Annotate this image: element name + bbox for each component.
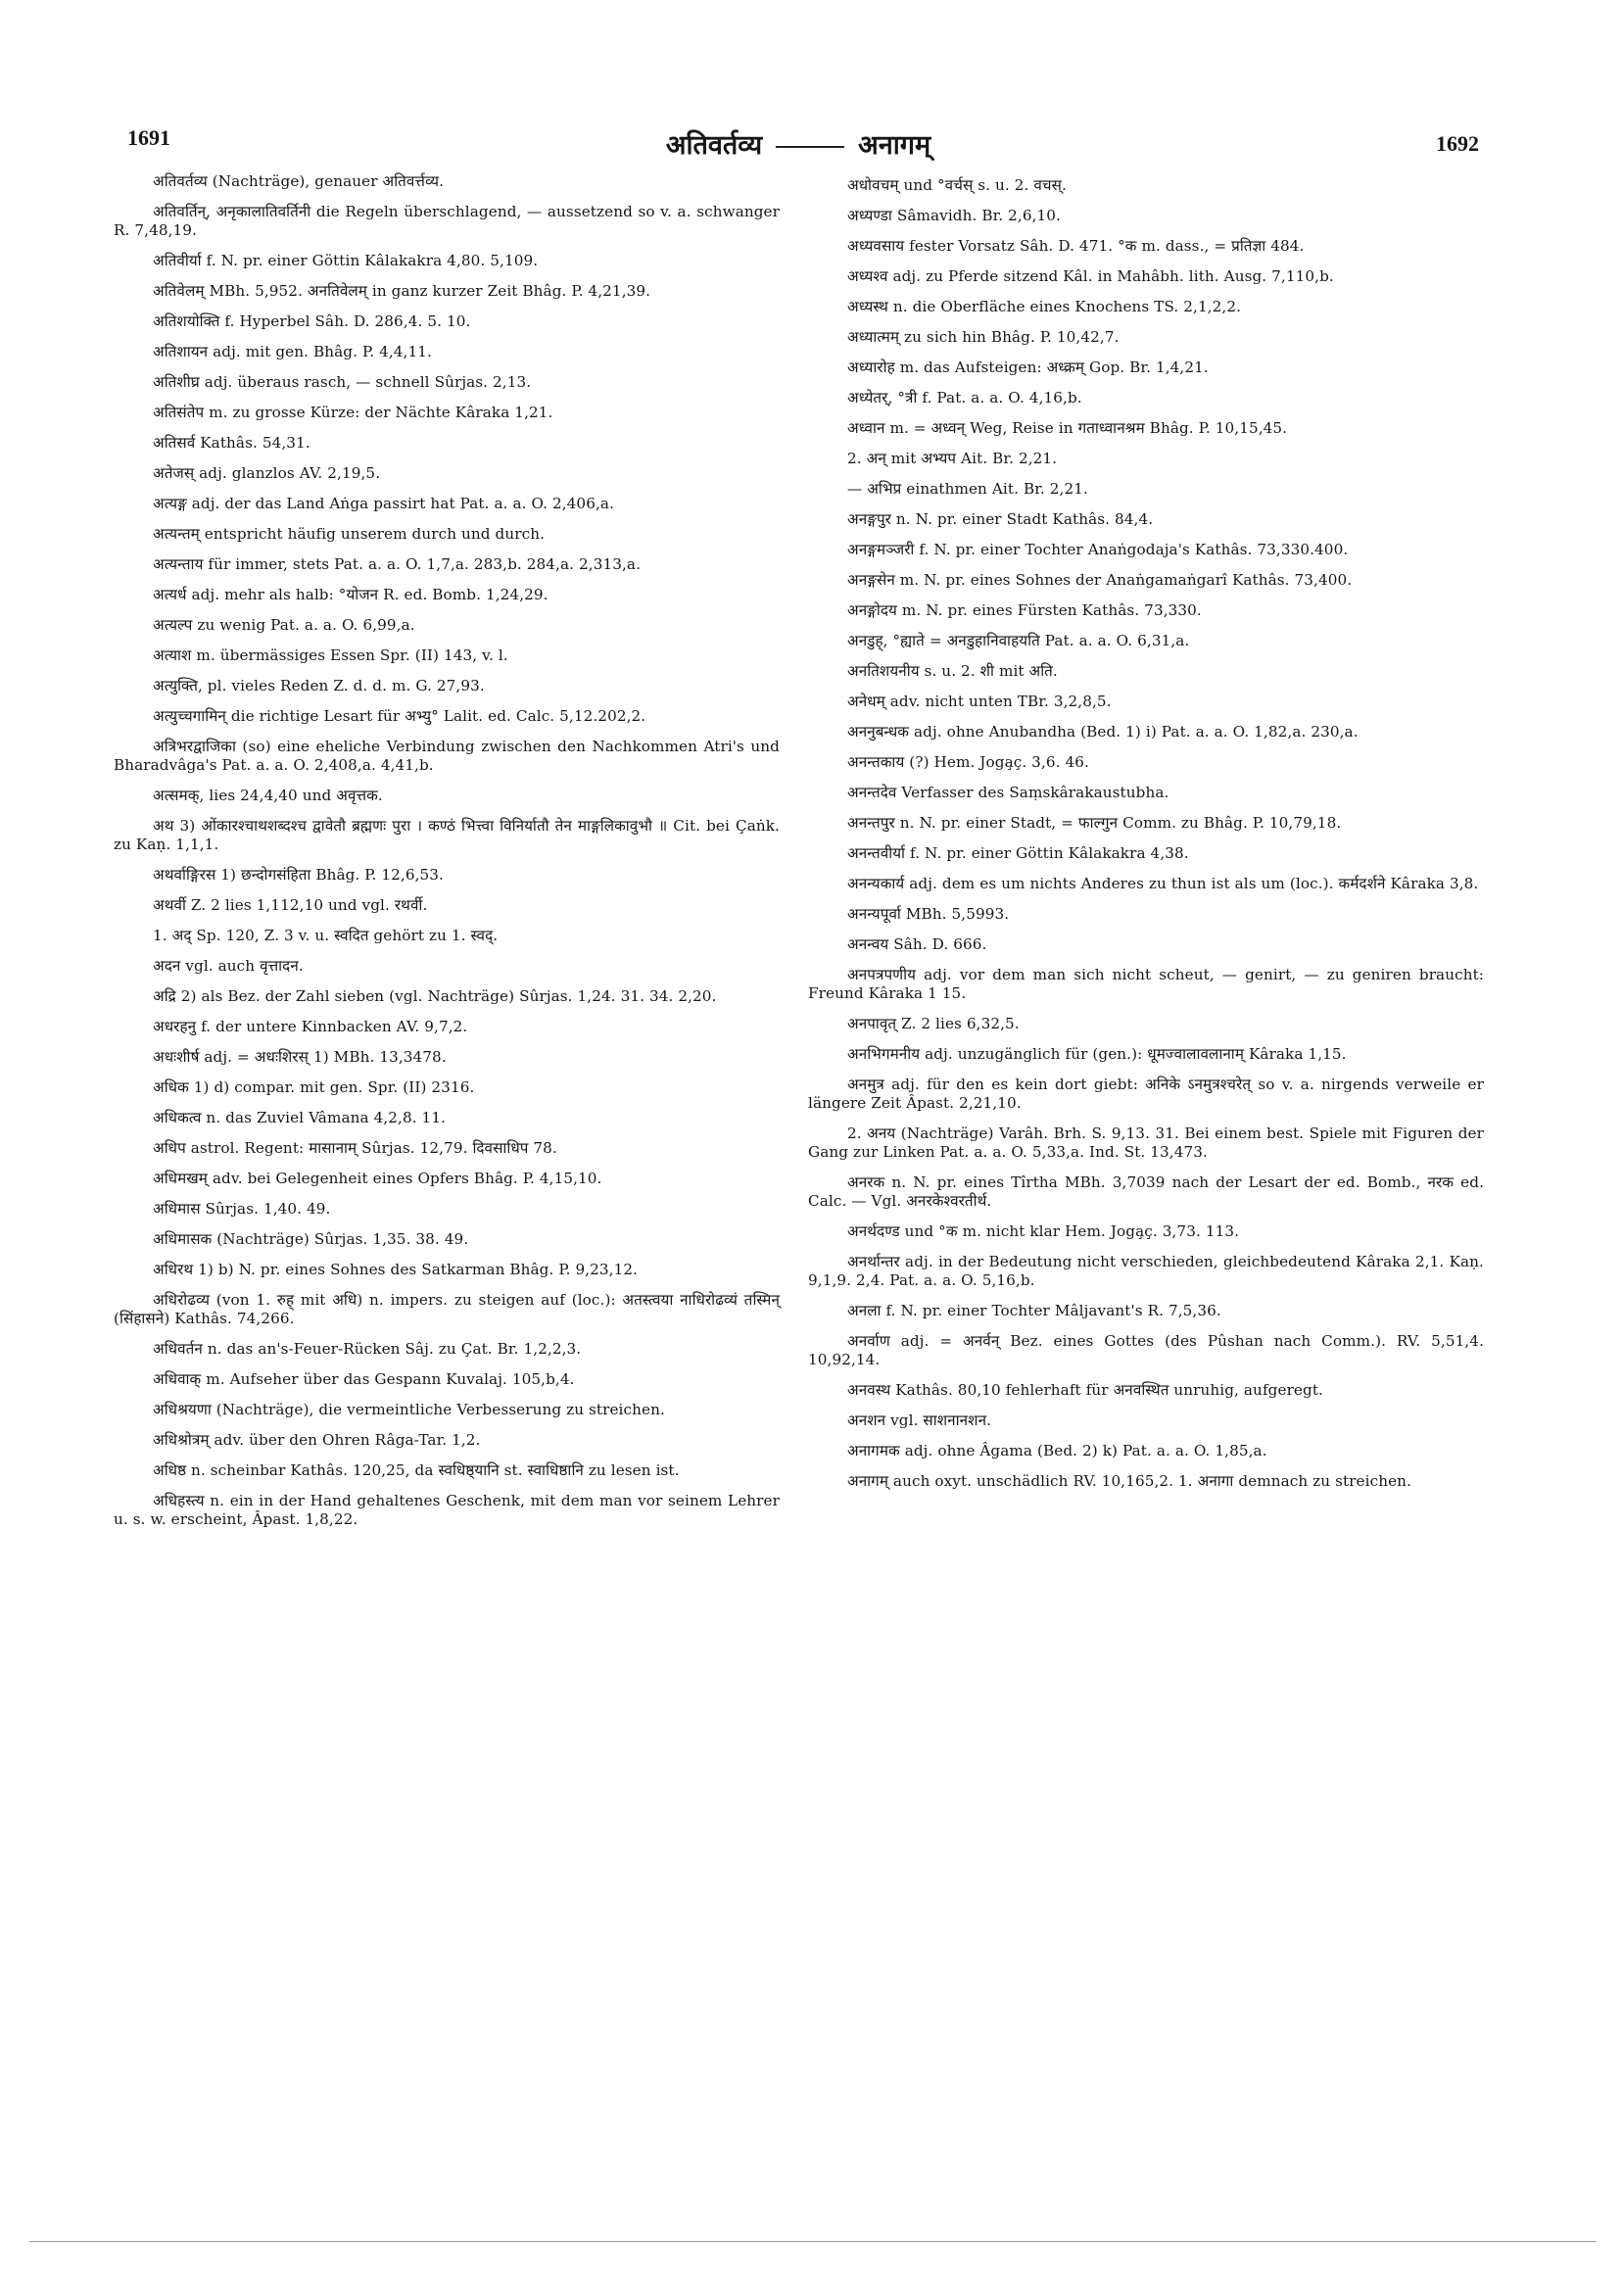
dictionary-entry: अद्रि 2) als Bez. der Zahl sieben (vgl. Nachträge) Sûrjas. 1,24. 31. 34. 2,20.: [153, 987, 717, 1005]
dictionary-entry: अधिमास Sûrjas. 1,40. 49.: [153, 1200, 331, 1218]
running-head-right: अनागम्: [858, 130, 931, 161]
dictionary-entry: अनपावृत् Z. 2 lies 6,32,5.: [847, 1015, 1020, 1032]
dictionary-entry: — अभिप्र einathmen Ait. Br. 2,21.: [847, 480, 1088, 498]
running-head-dash: [776, 146, 844, 148]
dictionary-entry: अननुबन्धक adj. ohne Anubandha (Bed. 1) i) Pat. a. a. O. 1,82,a. 230,a.: [847, 723, 1359, 741]
dictionary-entry: अध्यारोह m. das Aufsteigen: अध्क्रम् Gop. Br. 1,4,21.: [847, 359, 1209, 376]
dictionary-entry: अनर्थान्तर adj. in der Bedeutung nicht verschieden, gleichbedeutend Kâraka 2,1. Kaṇ. 9,1,9. 2,4. Pat. a. a. O. 5,16,b.: [808, 1253, 1484, 1289]
dictionary-entry: अनला f. N. pr. einer Tochter Mâljavant's R. 7,5,36.: [847, 1302, 1221, 1319]
dictionary-entry: अनन्तदेव Verfasser des Saṃskârakaustubha.: [847, 784, 1169, 801]
dictionary-entry: अधिवाक् m. Aufseher über das Gespann Kuvalaj. 105,b,4.: [153, 1370, 575, 1388]
dictionary-entry: अनडुह्, °ह्याते = अनडुहानिवाहयति Pat. a. a. O. 6,31,a.: [847, 632, 1190, 649]
dictionary-entry: 2. अन् mit अभ्यप Ait. Br. 2,21.: [847, 450, 1058, 467]
dictionary-entry: अधोवचम् und °वर्चस् s. u. 2. वचस्.: [847, 176, 1067, 194]
dictionary-entry: अधिहस्त्य n. ein in der Hand gehaltenes Geschenk, mit dem man vor seinem Lehrer u. s. w. erscheint, Âpast. 1,8,22.: [114, 1492, 780, 1528]
dictionary-entry: अनागमक adj. ohne Âgama (Bed. 2) k) Pat. a. a. O. 1,85,a.: [847, 1442, 1267, 1459]
dictionary-entry: अनङ्गोदय m. N. pr. eines Fürsten Kathâs. 73,330.: [847, 601, 1202, 619]
dictionary-entry: अनशन vgl. साशनानशन.: [847, 1411, 992, 1429]
dictionary-entry: अनेधम् adv. nicht unten TBr. 3,2,8,5.: [847, 693, 1112, 710]
page-number-left: 1691: [127, 125, 170, 150]
dictionary-entry: अधिमखम् adv. bei Gelegenheit eines Opfers Bhâg. P. 4,15,10.: [153, 1170, 602, 1187]
dictionary-entry: अधिश्रोत्रम् adv. über den Ohren Râga-Tar. 1,2.: [153, 1431, 481, 1449]
page-number-right: 1692: [1436, 131, 1479, 156]
dictionary-entry: अनमुत्र adj. für den es kein dort giebt: अनिके ऽनमुत्रश्चरेत् so v. a. nirgends verweile er längere Zeit Âpast. 2,21,10.: [808, 1076, 1484, 1112]
dictionary-entry: अध्यण्डा Sâmavidh. Br. 2,6,10.: [847, 207, 1061, 224]
dictionary-entry: अनन्तकाय (?) Hem. Joga̧ç. 3,6. 46.: [847, 753, 1089, 771]
dictionary-entry: अतिवर्तव्य (Nachträge), genauer अतिवर्त्तव्य.: [153, 172, 445, 190]
footer-rule: [29, 2241, 1597, 2242]
dictionary-entry: अध्येतर्, °त्री f. Pat. a. a. O. 4,16,b.: [847, 389, 1082, 407]
dictionary-entry: अनरक n. N. pr. eines Tîrtha MBh. 3,7039 nach der Lesart der ed. Bomb., नरक ed. Calc. — Vgl. अनरकेश्वरतीर्थ.: [808, 1173, 1484, 1210]
dictionary-entry: अधिष्ठ n. scheinbar Kathâs. 120,25, da स्वधिष्ठ्यानि st. स्वाधिष्ठानि zu lesen ist.: [153, 1461, 680, 1479]
dictionary-entry: अतिशायन adj. mit gen. Bhâg. P. 4,4,11.: [153, 343, 432, 360]
running-head-left: अतिवर्तव्य: [665, 130, 763, 161]
dictionary-entry: अनन्यकार्य adj. dem es um nichts Anderes zu thun ist als um (loc.). कर्मदर्शने Kâraka 3,8.: [847, 875, 1479, 892]
left-column: [114, 172, 780, 1541]
dictionary-entry: अनङ्गपुर n. N. pr. einer Stadt Kathâs. 84,4.: [847, 510, 1154, 528]
dictionary-entry: अनागम् auch oxyt. unschädlich RV. 10,165,2. 1. अनागा demnach zu streichen.: [847, 1472, 1411, 1490]
dictionary-entry: अत्यन्तम् entspricht häufig unserem durch und durch.: [153, 525, 546, 543]
dictionary-entry: अधिवर्तन n. das an's-Feuer-Rücken Sâj. zu Çat. Br. 1,2,2,3.: [153, 1340, 582, 1358]
page-header: [118, 125, 1479, 165]
dictionary-entry: अत्समक्, lies 24,4,40 und अवृत्तक.: [153, 787, 383, 804]
right-column: [808, 176, 1484, 1503]
dictionary-entry: अथ 3) ओंकारश्चाथशब्दश्च द्वावेतौ ब्रह्मणः पुरा । कण्ठं भित्त्वा विनिर्यातौ तेन माङ्गलिकावुभौ ॥ Cit. bei Çaṅk. zu Kaṇ. 1,1,1.: [114, 817, 780, 853]
running-head: [118, 125, 1479, 162]
dictionary-entry: अतिशीघ्र adj. überaus rasch, — schnell Sûrjas. 2,13.: [153, 373, 532, 391]
dictionary-entry: अधिमासक (Nachträge) Sûrjas. 1,35. 38. 49.: [153, 1230, 469, 1248]
dictionary-entry: अनन्यपूर्वा MBh. 5,5993.: [847, 905, 1010, 923]
dictionary-entry: अधिक 1) d) compar. mit gen. Spr. (II) 2316.: [153, 1078, 475, 1096]
dictionary-entry: अत्युक्ति, pl. vieles Reden Z. d. d. m. G. 27,93.: [153, 677, 485, 694]
dictionary-entry: अतिवीर्या f. N. pr. einer Göttin Kâlakakra 4,80. 5,109.: [153, 252, 539, 269]
dictionary-entry: अधिरथ 1) b) N. pr. eines Sohnes des Satkarman Bhâg. P. 9,23,12.: [153, 1261, 639, 1278]
dictionary-entry: अनपत्रपणीय adj. vor dem man sich nicht scheut, — genirt, — zu geniren braucht: Freund Kâraka 1 15.: [808, 966, 1484, 1002]
dictionary-entry: अधिरोढव्य (von 1. रुह् mit अधि) n. impers. zu steigen auf (loc.): अतस्त्वया नाधिरोढव्यं तस्मिन् (सिंहासने) Kathâs. 74,266.: [114, 1291, 780, 1327]
dictionary-entry: अत्यल्प zu wenig Pat. a. a. O. 6,99,a.: [153, 616, 415, 634]
dictionary-entry: अत्युच्चगामिन् die richtige Lesart für अभ्यु° Lalit. ed. Calc. 5,12.202,2.: [153, 707, 646, 725]
dictionary-entry: अध्यवसाय fester Vorsatz Sâh. D. 471. °क m. dass., = प्रतिज्ञा 484.: [847, 237, 1305, 255]
dictionary-entry: अनवस्थ Kathâs. 80,10 fehlerhaft für अनवस्थित unruhig, aufgeregt.: [847, 1381, 1323, 1399]
dictionary-entry: अध्वान m. = अध्वन् Weg, Reise in गताध्वानश्रम Bhâg. P. 10,15,45.: [847, 419, 1288, 437]
dictionary-entry: अनन्वय Sâh. D. 666.: [847, 935, 987, 953]
dictionary-entry: 2. अनय (Nachträge) Varâh. Brh. S. 9,13. 31. Bei einem best. Spiele mit Figuren der Gang zur Linken Pat. a. a. O. 5,33,a. Ind. St. 13,473.: [808, 1124, 1484, 1161]
dictionary-entry: 1. अद् Sp. 120, Z. 3 v. u. स्वदित gehört zu 1. स्वद्.: [153, 927, 499, 944]
dictionary-entry: अध्यश्व adj. zu Pferde sitzend Kâl. in Mahâbh. lith. Ausg. 7,110,b.: [847, 267, 1334, 285]
dictionary-entry: अतिसंतेप m. zu grosse Kürze: der Nächte Kâraka 1,21.: [153, 404, 553, 421]
dictionary-entry: अत्यङ्ग adj. der das Land Aṅga passirt hat Pat. a. a. O. 2,406,a.: [153, 495, 614, 512]
dictionary-entry: अध्यात्मम् zu sich hin Bhâg. P. 10,42,7.: [847, 328, 1120, 346]
dictionary-entry: अत्यर्ध adj. mehr als halb: °योजन R. ed. Bomb. 1,24,29.: [153, 586, 549, 603]
dictionary-entry: अधिकत्व n. das Zuviel Vâmana 4,2,8. 11.: [153, 1109, 447, 1126]
dictionary-entry: अतेजस् adj. glanzlos AV. 2,19,5.: [153, 464, 381, 482]
dictionary-entry: अधःशीर्ष adj. = अधःशिरस् 1) MBh. 13,3478.: [153, 1048, 447, 1066]
dictionary-entry: अदन vgl. auch वृत्तादन.: [153, 957, 304, 975]
dictionary-entry: अनन्तपुर n. N. pr. einer Stadt, = फाल्गुन Comm. zu Bhâg. P. 10,79,18.: [847, 814, 1342, 832]
dictionary-entry: अधरहनु f. der untere Kinnbacken AV. 9,7,2.: [153, 1018, 468, 1035]
dictionary-entry: अधिश्रयणा (Nachträge), die vermeintliche Verbesserung zu streichen.: [153, 1401, 665, 1418]
dictionary-entry: अत्याश m. übermässiges Essen Spr. (II) 143, v. l.: [153, 646, 508, 664]
dictionary-entry: अनन्तवीर्या f. N. pr. einer Göttin Kâlakakra 4,38.: [847, 844, 1189, 862]
dictionary-entry: अनर्थदण्ड und °क m. nicht klar Hem. Joga̧ç. 3,73. 113.: [847, 1222, 1240, 1240]
dictionary-entry: अत्यन्ताय für immer, stets Pat. a. a. O. 1,7,a. 283,b. 284,a. 2,313,a.: [153, 555, 641, 573]
dictionary-entry: अनर्वाण adj. = अनर्वन् Bez. eines Gottes (des Pûshan nach Comm.). RV. 5,51,4. 10,92,14.: [808, 1332, 1484, 1368]
dictionary-entry: अतिवर्तिन्, अनृकालातिवर्तिनी die Regeln überschlagend, — aussetzend so v. a. schwanger R. 7,48,19.: [114, 203, 780, 239]
dictionary-entry: अथर्वाङ्गिरस 1) छन्दोगसंहिता Bhâg. P. 12,6,53.: [153, 866, 444, 884]
dictionary-entry: अधिप astrol. Regent: मासानाम् Sûrjas. 12,79. दिवसाधिप 78.: [153, 1139, 557, 1157]
dictionary-entry: अनभिगमनीय adj. unzugänglich für (gen.): धूमज्वालावलानाम् Kâraka 1,15.: [847, 1045, 1347, 1063]
dictionary-entry: अथर्वी Z. 2 lies 1,112,10 und vgl. रथर्वी.: [153, 896, 428, 914]
dictionary-entry: अतिशयोक्ति f. Hyperbel Sâh. D. 286,4. 5. 10.: [153, 312, 471, 330]
dictionary-entry: अध्यस्थ n. die Oberfläche eines Knochens TS. 2,1,2,2.: [847, 298, 1242, 315]
dictionary-entry: अतिसर्व Kathâs. 54,31.: [153, 434, 310, 452]
dictionary-entry: अत्रिभरद्वाजिका (so) eine eheliche Verbindung zwischen den Nachkommen Atri's und Bharadvâga's Pat. a. a. O. 2,408,a. 4,41,b.: [114, 738, 780, 774]
dictionary-entry: अनङ्गमञ्जरी f. N. pr. einer Tochter Anaṅgodaja's Kathâs. 73,330.400.: [847, 541, 1349, 558]
dictionary-entry: अनङ्गसेन m. N. pr. eines Sohnes der Anaṅgamaṅgarî Kathâs. 73,400.: [847, 571, 1353, 589]
dictionary-entry: अनतिशयनीय s. u. 2. शी mit अति.: [847, 662, 1058, 680]
dictionary-entry: अतिवेलम् MBh. 5,952. अनतिवेलम् in ganz kurzer Zeit Bhâg. P. 4,21,39.: [153, 282, 651, 300]
